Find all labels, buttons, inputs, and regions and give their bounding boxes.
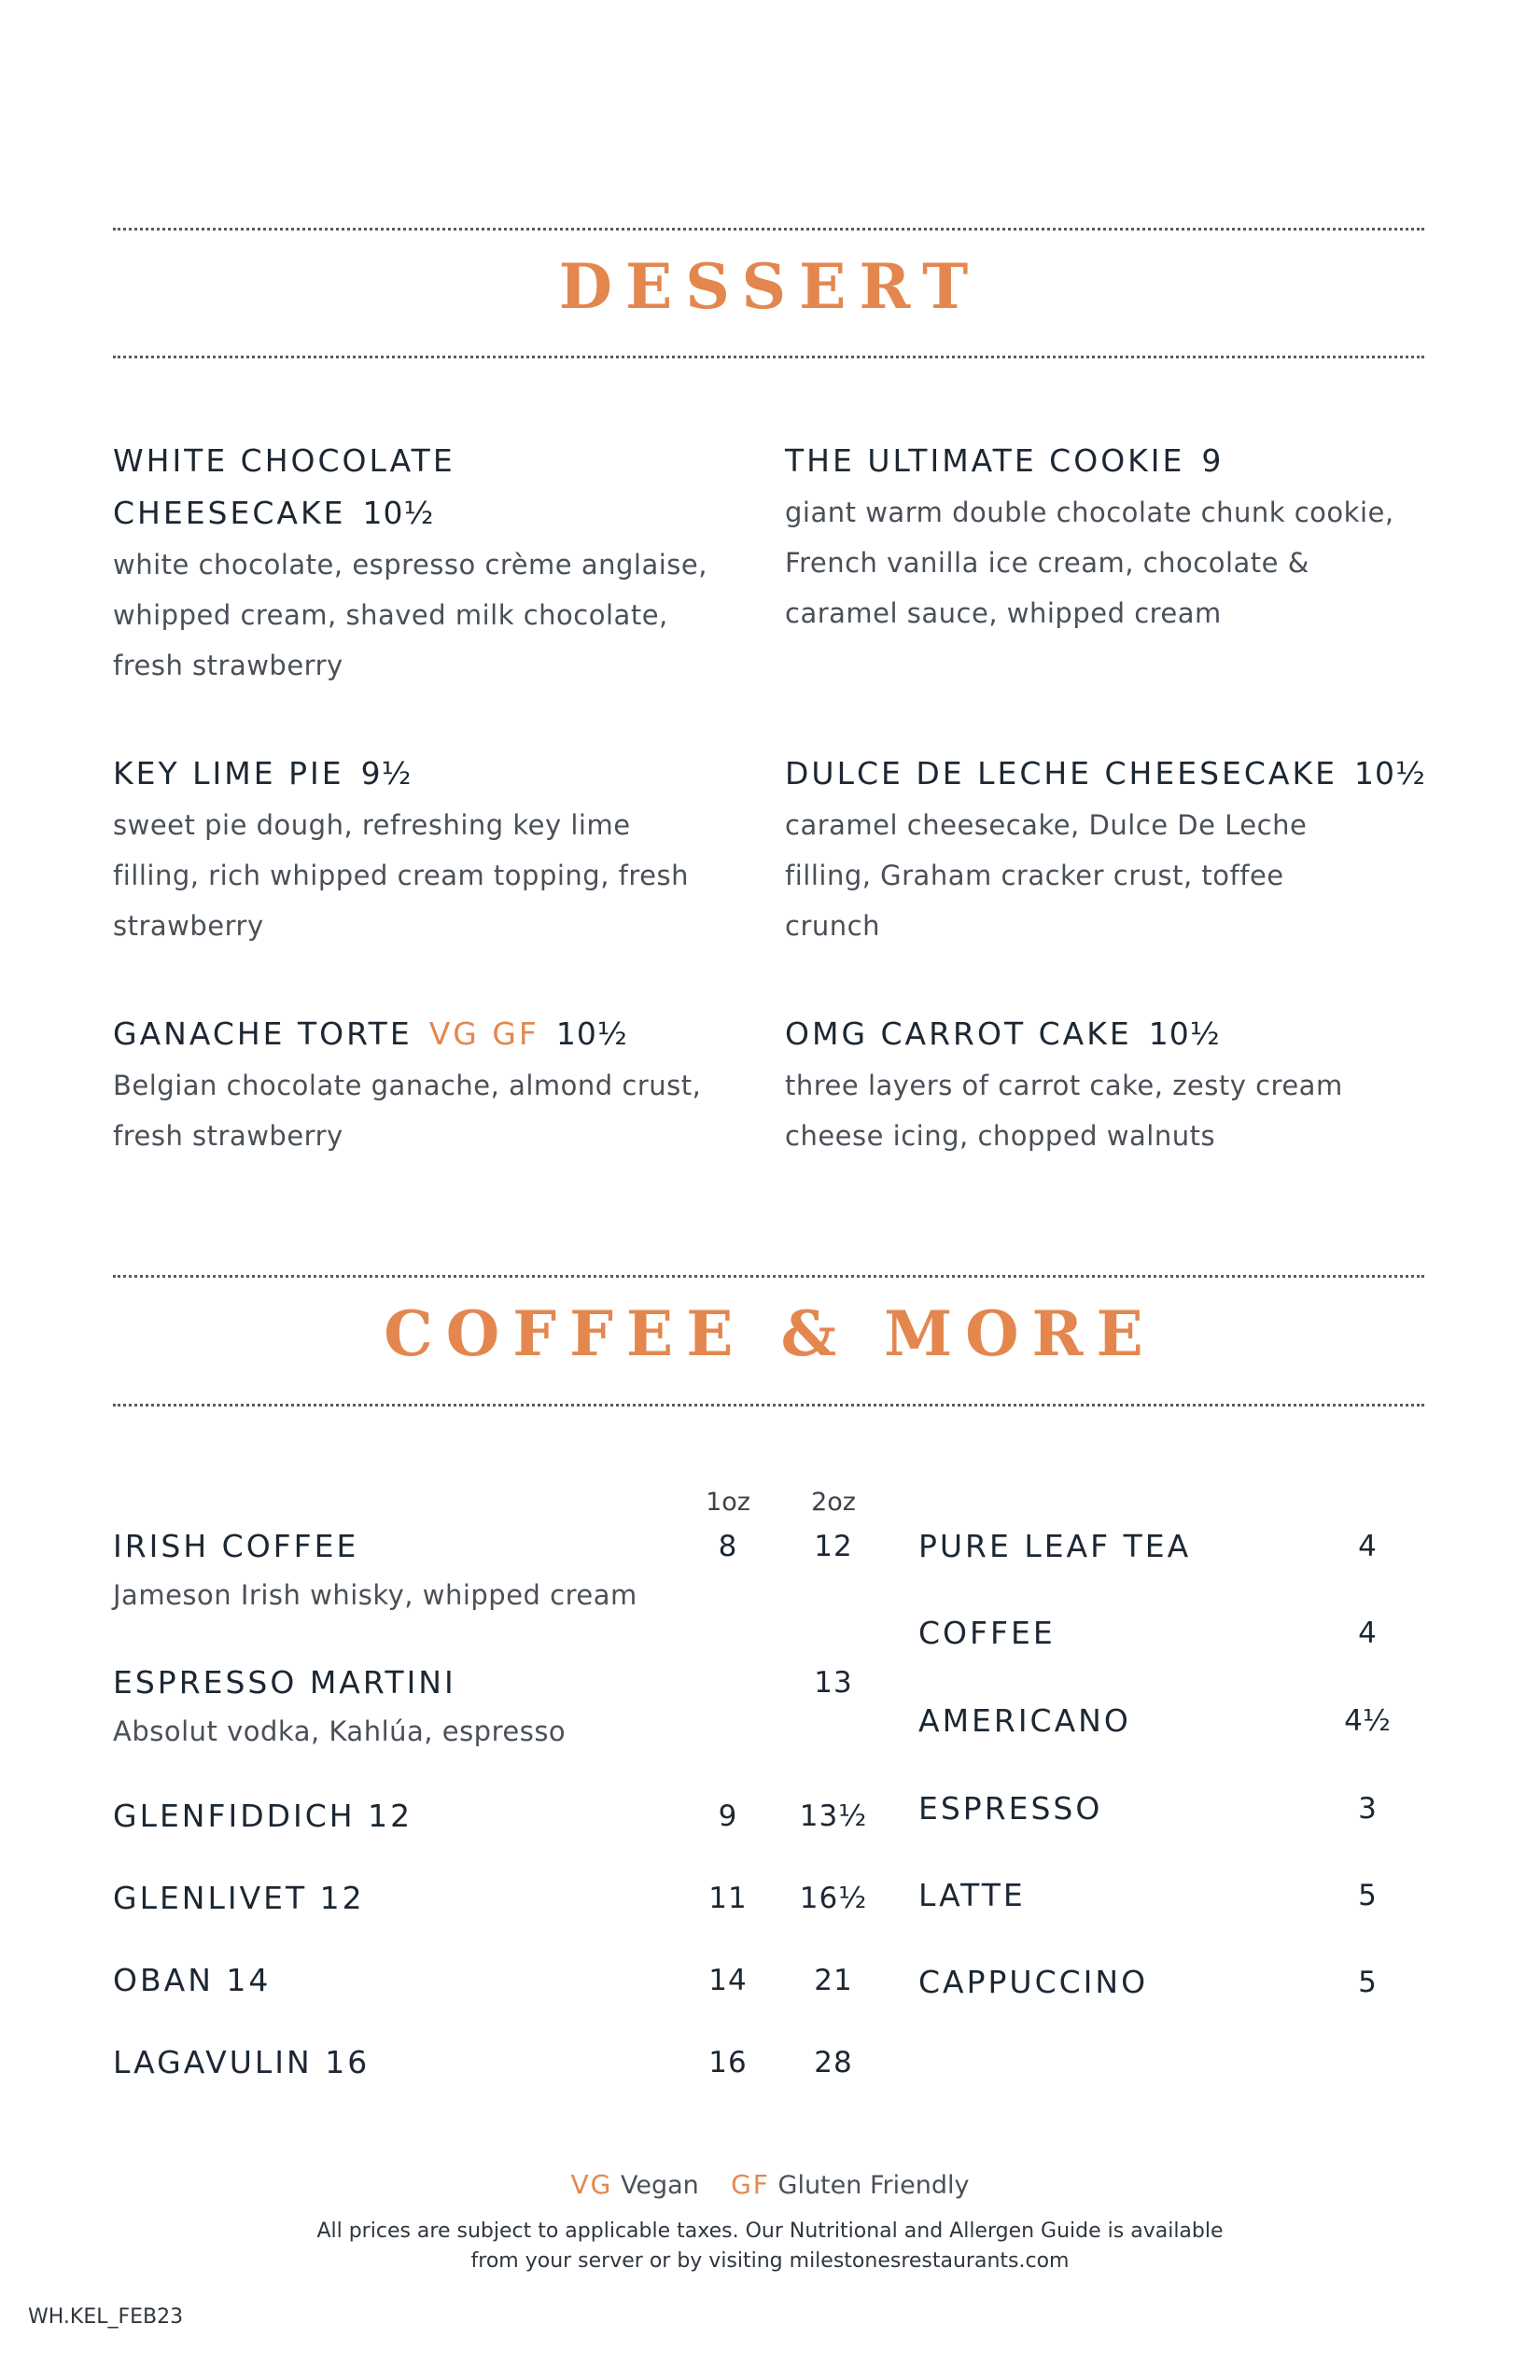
item-name: GANACHE TORTE VG GF 10½ [113,1015,628,1052]
dessert-item-ultimate-cookie [785,435,1457,638]
footer-line-1: All prices are subject to applicable taxes. Our Nutritional and Allergen Guide is available [316,2219,1224,2243]
coffee-bottom-divider [113,1404,1424,1407]
item-name: KEY LIME PIE 9½ [113,755,413,791]
spirit-price-1oz: 16 [708,2046,748,2079]
item-name: WHITE CHOCOLATE [113,442,455,479]
spirit-description: Absolut vodka, Kahlúa, espresso [113,1715,567,1747]
dietary-legend [0,2169,1540,2200]
spirit-name-oban: OBAN 14 [113,1962,272,1998]
spirit-name-espresso-martini: ESPRESSO MARTINI [113,1664,456,1701]
drink-price: 5 [1358,1966,1377,1999]
spirit-price-1oz: 9 [718,1799,738,1833]
dessert-top-divider [113,228,1424,231]
dessert-item-key-lime-pie [113,748,729,951]
drink-name-latte: LATTE [918,1877,1026,1913]
item-price: 10½ [1353,755,1426,791]
dessert-item-dulce-de-leche-cheesecake [785,748,1457,951]
dessert-item-ganache-torte [113,1008,729,1161]
spirit-price-1oz: 8 [718,1530,738,1563]
item-name: DULCE DE LECHE CHEESECAKE 10½ [785,755,1426,791]
item-price: 10½ [362,495,435,531]
spirit-price-1oz: 11 [708,1882,748,1915]
spirit-price-2oz: 21 [814,1964,853,1997]
item-description: giant warm double chocolate chunk cookie, French vanilla ice cream, chocolate & caramel sauce, whipped cream [785,497,1394,629]
item-name: OMG CARROT CAKE 10½ [785,1015,1221,1052]
drink-price: 4 [1358,1530,1377,1563]
spirit-price-1oz: 14 [708,1964,748,1997]
drink-name-americano: AMERICANO [918,1702,1131,1739]
footer-line-2: from your server or by visiting milestonesrestaurants.com [470,2249,1070,2273]
drink-name-espresso: ESPRESSO [918,1790,1103,1827]
drink-name-cappuccino: CAPPUCCINO [918,1964,1149,2000]
spirit-description: Jameson Irish whisky, whipped cream [113,1579,637,1611]
drink-name-coffee: COFFEE [918,1615,1056,1651]
drink-price: 3 [1358,1792,1377,1826]
dessert-title: DESSERT [558,250,982,323]
size-header-2oz: 2oz [811,1488,856,1517]
coffee-top-divider [113,1275,1424,1278]
legend-vg-label: Vegan [620,2171,699,2200]
size-header-1oz: 1oz [706,1488,750,1517]
legend-vg-tag: VG [570,2169,613,2200]
spirit-name-glenlivet: GLENLIVET 12 [113,1880,365,1916]
spirit-name-glenfiddich: GLENFIDDICH 12 [113,1798,413,1834]
drink-price: 4½ [1344,1704,1391,1738]
item-price: 10½ [1148,1015,1221,1052]
dessert-item-omg-carrot-cake [785,1008,1457,1161]
item-name-line2: CHEESECAKE 10½ [113,495,435,531]
item-description: three layers of carrot cake, zesty cream cheese icing, chopped walnuts [785,1070,1343,1152]
item-name: THE ULTIMATE COOKIE 9 [785,442,1223,479]
legend-gf-tag: GF [731,2169,770,2200]
item-price: 9 [1201,442,1223,479]
spirit-price-2oz: 16½ [799,1882,868,1915]
item-description: sweet pie dough, refreshing key lime filling, rich whipped cream topping, fresh strawberry [113,809,689,942]
coffee-title: COFFEE & MORE [384,1297,1156,1370]
menu-code: WH.KEL_FEB23 [28,2305,184,2329]
dessert-item-white-chocolate-cheesecake [113,435,729,691]
item-description: white chocolate, espresso crème anglaise, whipped cream, shaved milk chocolate, fresh strawberry [113,549,707,681]
item-price: 9½ [360,755,413,791]
item-description: caramel cheesecake, Dulce De Leche filling, Graham cracker crust, toffee crunch [785,809,1308,942]
footer-disclaimer [0,2217,1540,2276]
spirit-name-lagavulin: LAGAVULIN 16 [113,2044,371,2080]
item-description: Belgian chocolate ganache, almond crust, fresh strawberry [113,1070,702,1152]
spirit-price-2oz: 12 [814,1530,853,1563]
spirit-price-2oz: 13½ [799,1799,868,1833]
dietary-tags: VG GF [428,1015,539,1052]
drink-price: 5 [1358,1879,1377,1912]
spirit-price-2oz: 13 [814,1666,853,1700]
legend-gf-label: Gluten Friendly [777,2171,970,2200]
spirit-name-irish-coffee: IRISH COFFEE [113,1528,359,1564]
dessert-bottom-divider [113,356,1424,358]
drink-price: 4 [1358,1617,1377,1650]
item-price: 10½ [555,1015,628,1052]
drink-name-pure-leaf-tea: PURE LEAF TEA [918,1528,1192,1564]
spirit-price-2oz: 28 [814,2046,853,2079]
